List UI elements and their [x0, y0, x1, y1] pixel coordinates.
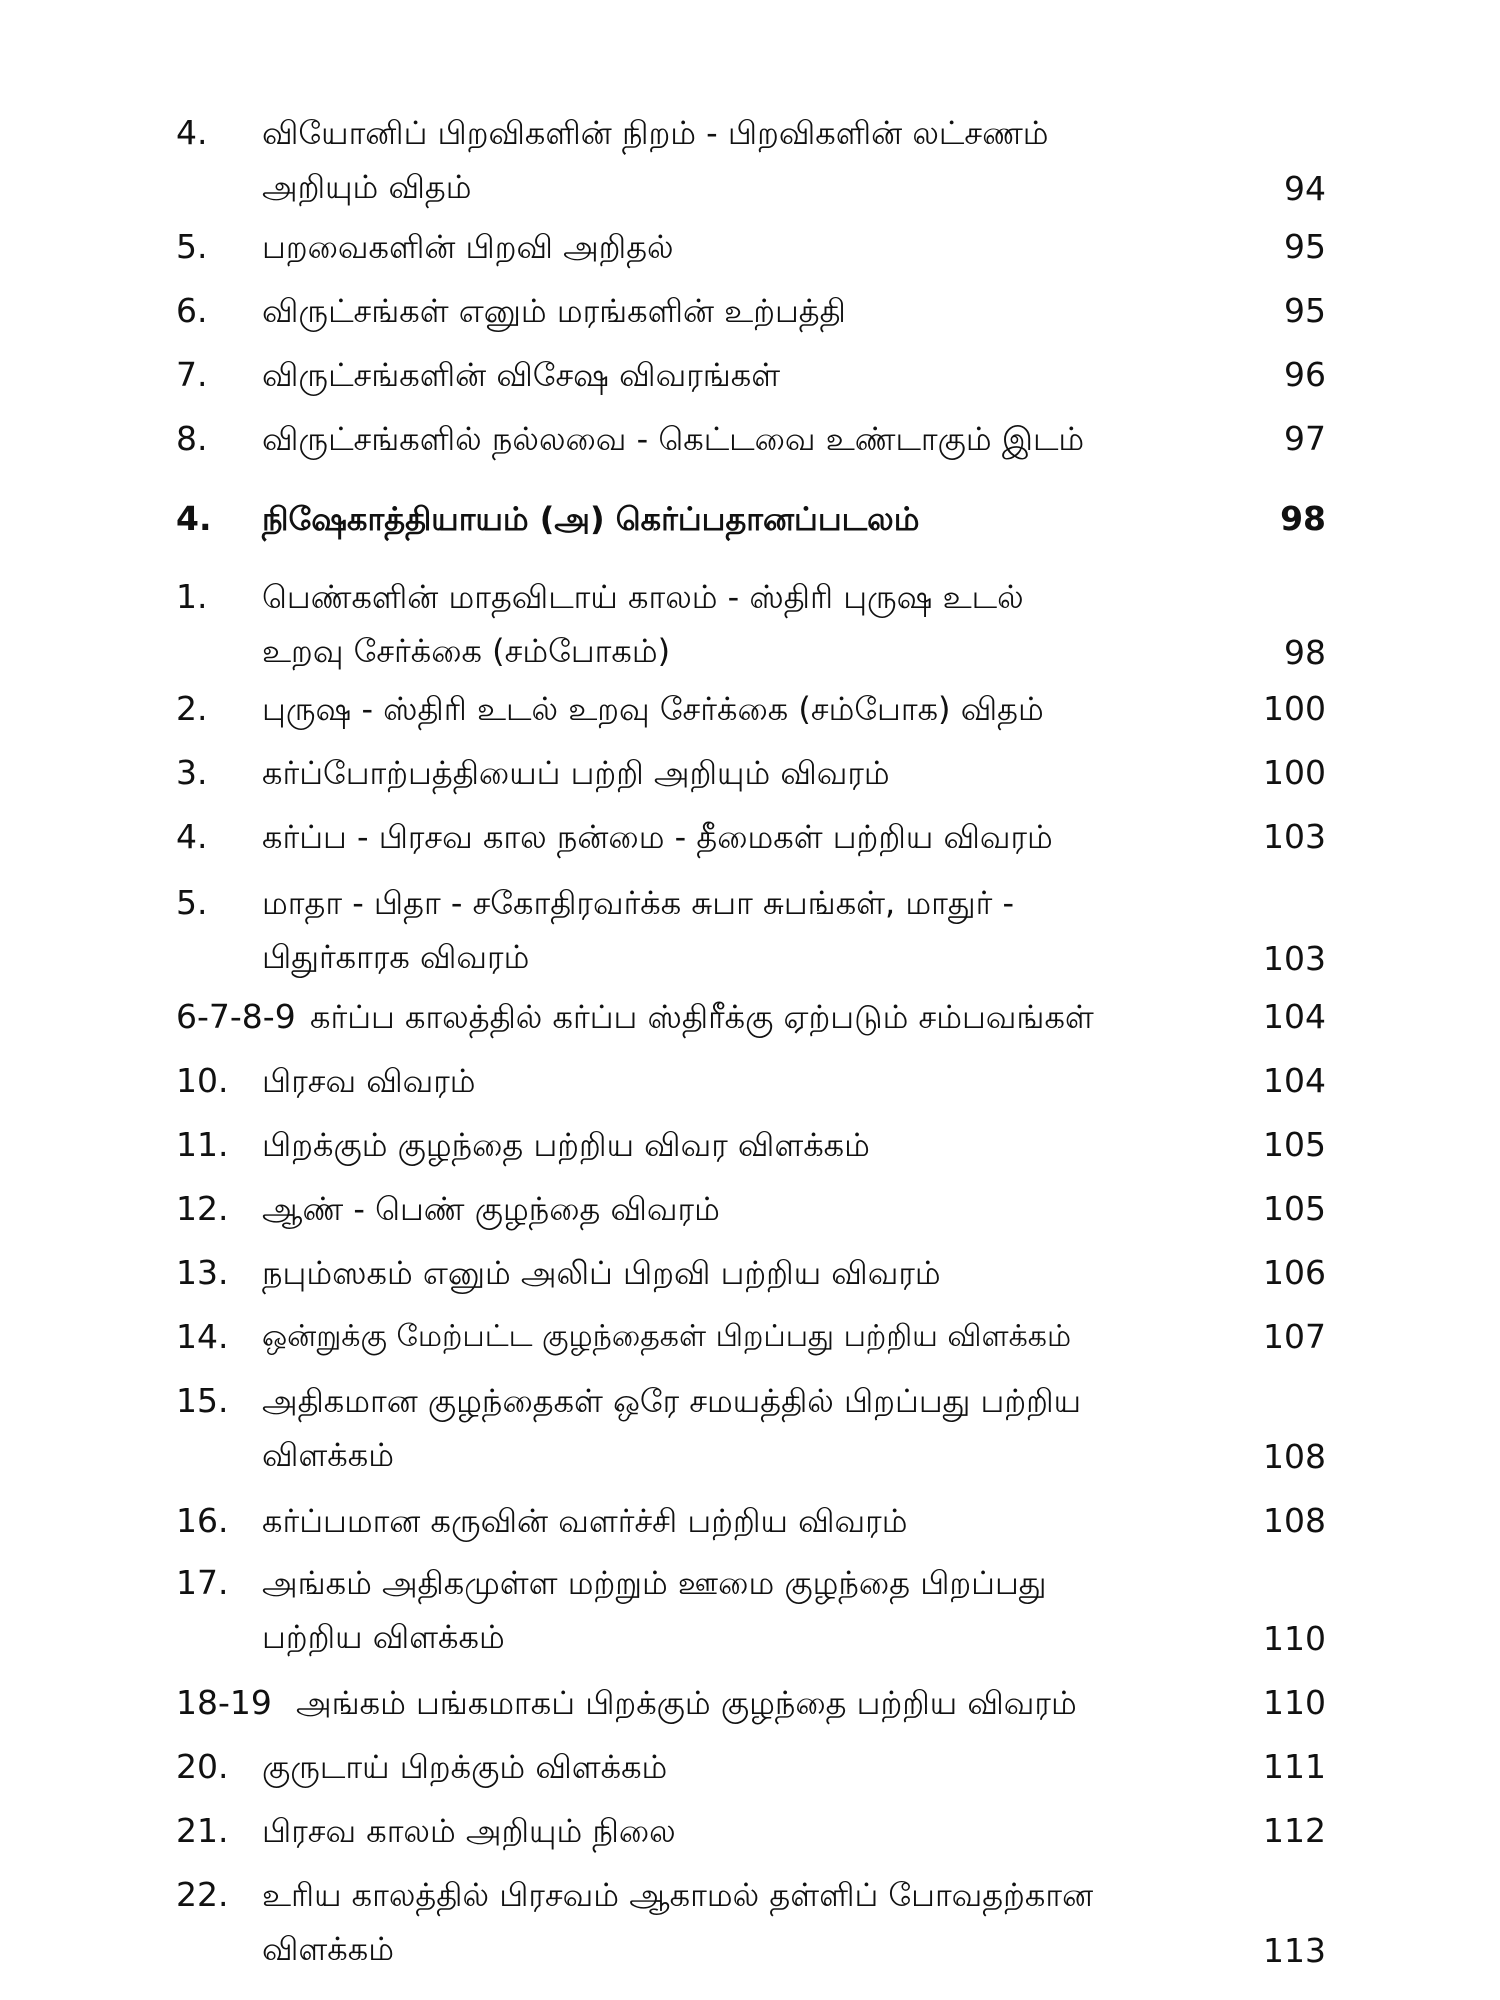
entry-page: 100	[1263, 689, 1326, 728]
entry-page: 105	[1263, 1125, 1326, 1164]
entry-number: 1.	[176, 577, 208, 616]
entry-number: 2.	[176, 689, 208, 728]
entry-number: 21.	[176, 1811, 229, 1850]
entry-number: 11.	[176, 1125, 229, 1164]
toc-entry	[176, 876, 1326, 986]
entry-page: 113	[1263, 1931, 1326, 1970]
toc-entry	[176, 570, 1326, 680]
toc-entry	[176, 1676, 1326, 1730]
toc-entry	[176, 810, 1326, 864]
entry-number: 4.	[176, 113, 208, 152]
entry-page: 103	[1263, 939, 1326, 978]
toc-entry	[176, 1804, 1326, 1858]
entry-number: 7.	[176, 355, 208, 394]
entry-page: 110	[1263, 1683, 1326, 1722]
entry-number: 17.	[176, 1563, 229, 1602]
entry-title: பறவைகளின் பிறவி அறிதல்	[262, 228, 674, 266]
entry-page: 104	[1263, 1061, 1326, 1100]
toc-entry	[176, 284, 1326, 338]
chapter-number: 4.	[176, 499, 212, 538]
entry-title: ஒன்றுக்கு மேற்பட்ட குழந்தைகள் பிறப்பது பற்றிய விளக்கம்	[262, 1319, 1072, 1354]
entry-title: பிறக்கும் குழந்தை பற்றிய விவர விளக்கம்	[262, 1126, 870, 1164]
entry-title: நபும்ஸகம் எனும் அலிப் பிறவி பற்றிய விவரம்	[262, 1254, 941, 1292]
entry-page: 98	[1284, 633, 1326, 672]
toc-entry	[176, 1246, 1326, 1300]
entry-page: 107	[1263, 1317, 1326, 1356]
chapter-page: 98	[1280, 499, 1326, 538]
toc-entry	[176, 1054, 1326, 1108]
entry-number: 6-7-8-9	[176, 997, 296, 1036]
entry-number: 5.	[176, 883, 208, 922]
entry-page: 112	[1263, 1811, 1326, 1850]
entry-number: 22.	[176, 1875, 229, 1914]
entry-page: 104	[1263, 997, 1326, 1036]
entry-title: கர்ப்போற்பத்தியைப் பற்றி அறியும் விவரம்	[262, 754, 890, 792]
entry-title: புருஷ - ஸ்திரி உடல் உறவு சேர்க்கை (சம்போக) விதம்	[262, 690, 1044, 728]
entry-number: 14.	[176, 1317, 229, 1356]
toc-entry	[176, 1182, 1326, 1236]
entry-number: 18-19	[176, 1683, 272, 1722]
entry-title: விருட்சங்கள் எனும் மரங்களின் உற்பத்தி	[262, 292, 846, 330]
toc-entry	[176, 1556, 1326, 1666]
entry-page: 110	[1263, 1619, 1326, 1658]
entry-title: கர்ப்பமான கருவின் வளர்ச்சி பற்றிய விவரம்	[262, 1502, 908, 1540]
entry-number: 3.	[176, 753, 208, 792]
entry-page: 95	[1284, 291, 1326, 330]
entry-page: 108	[1263, 1501, 1326, 1540]
entry-number: 16.	[176, 1501, 229, 1540]
entry-title: அங்கம் பங்கமாகப் பிறக்கும் குழந்தை பற்றிய விவரம்	[296, 1684, 1077, 1722]
entry-page: 96	[1284, 355, 1326, 394]
entry-number: 10.	[176, 1061, 229, 1100]
entry-title: பெண்களின் மாதவிடாய் காலம் - ஸ்திரி புருஷ உடல் உறவு சேர்க்கை (சம்போகம்)	[262, 578, 1024, 670]
entry-title: கர்ப்ப காலத்தில் கர்ப்ப ஸ்திரீக்கு ஏற்படும் சம்பவங்கள்	[310, 998, 1094, 1036]
entry-title: குருடாய் பிறக்கும் விளக்கம்	[262, 1748, 668, 1786]
entry-title: அதிகமான குழந்தைகள் ஒரே சமயத்தில் பிறப்பது பற்றிய விளக்கம்	[262, 1382, 1082, 1474]
entry-page: 97	[1284, 419, 1326, 458]
toc-entry	[176, 106, 1326, 216]
toc-entry	[176, 1740, 1326, 1794]
entry-number: 5.	[176, 227, 208, 266]
entry-title: மாதா - பிதா - சகோதிரவர்க்க சுபா சுபங்கள், மாதுர் - பிதுர்காரக விவரம்	[262, 884, 1015, 976]
entry-number: 8.	[176, 419, 208, 458]
entry-title: வியோனிப் பிறவிகளின் நிறம் - பிறவிகளின் லட்சணம் அறியும் விதம்	[262, 114, 1049, 206]
entry-page: 94	[1284, 169, 1326, 208]
entry-page: 108	[1263, 1437, 1326, 1476]
entry-page: 95	[1284, 227, 1326, 266]
entry-number: 20.	[176, 1747, 229, 1786]
toc-entry	[176, 1868, 1326, 1978]
toc-entry	[176, 348, 1326, 402]
entry-page: 111	[1263, 1747, 1326, 1786]
entry-title: உரிய காலத்தில் பிரசவம் ஆகாமல் தள்ளிப் போவதற்கான விளக்கம்	[262, 1876, 1094, 1968]
toc-entry	[176, 1494, 1326, 1548]
entry-number: 13.	[176, 1253, 229, 1292]
entry-title: பிரசவ காலம் அறியும் நிலை	[262, 1812, 676, 1850]
entry-page: 105	[1263, 1189, 1326, 1228]
entry-title: பிரசவ விவரம்	[262, 1062, 476, 1100]
toc-entry	[176, 682, 1326, 736]
toc-entry	[176, 1118, 1326, 1172]
entry-number: 4.	[176, 817, 208, 856]
entry-number: 15.	[176, 1381, 229, 1420]
entry-page: 103	[1263, 817, 1326, 856]
entry-title: விருட்சங்களின் விசேஷ விவரங்கள்	[262, 356, 781, 394]
toc-entry	[176, 1310, 1326, 1364]
entry-page: 100	[1263, 753, 1326, 792]
toc-entry	[176, 746, 1326, 800]
entry-page: 106	[1263, 1253, 1326, 1292]
toc-entry	[176, 990, 1326, 1044]
toc-chapter-heading	[176, 492, 1326, 546]
entry-title: விருட்சங்களில் நல்லவை - கெட்டவை உண்டாகும் இடம்	[262, 420, 1085, 458]
entry-title: கர்ப்ப - பிரசவ கால நன்மை - தீமைகள் பற்றிய விவரம்	[262, 818, 1053, 856]
toc-entry	[176, 220, 1326, 274]
toc-entry	[176, 1374, 1326, 1484]
entry-number: 12.	[176, 1189, 229, 1228]
toc-entry	[176, 412, 1326, 466]
entry-title: ஆண் - பெண் குழந்தை விவரம்	[262, 1190, 720, 1228]
entry-number: 6.	[176, 291, 208, 330]
chapter-title: நிஷேகாத்தியாயம் (அ) கெர்ப்பதானப்படலம்	[262, 500, 920, 538]
entry-title: அங்கம் அதிகமுள்ள மற்றும் ஊமை குழந்தை பிறப்பது பற்றிய விளக்கம்	[262, 1564, 1047, 1656]
